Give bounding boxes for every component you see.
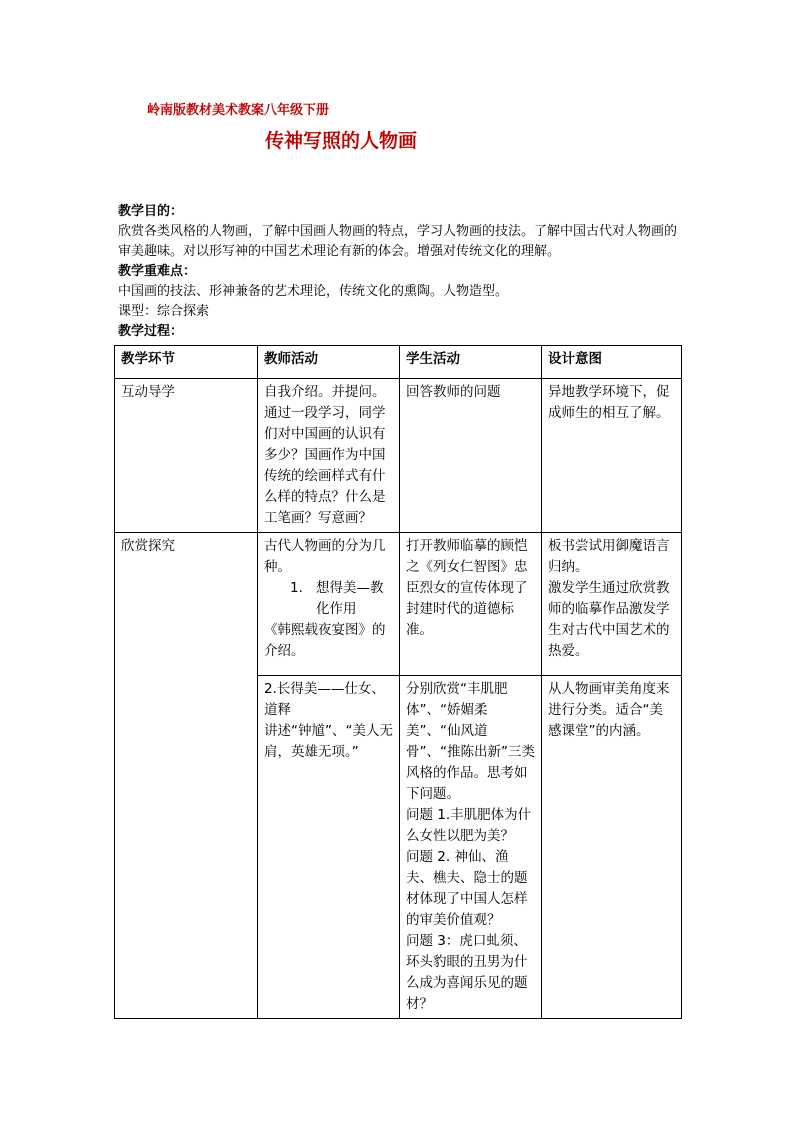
teacher-list-item [264,578,393,620]
stage-cell: 互动导学 [115,379,258,533]
student-activity-cell: 分别欣赏“丰肌肥体”、“娇媚柔美”、“仙风道骨”、“推陈出新”三类风格的作品。思考如下问题。 问题 1.丰肌肥体为什么女性以肥为美？ 问题 2. 神仙、渔夫、樵夫、隐士的题材体现了中国人怎样的审美价值观？ 问题 3：虎口虬须、环头豹眼的丑男为什么成为喜闻乐见的题材？ [400,676,542,1019]
table-header-row [115,346,682,379]
student-activity-cell: 回答教师的问题 [400,379,542,533]
key-points-label: 教学重难点： [118,264,197,279]
header-student: 学生活动 [400,346,542,379]
teacher-activity-cell [258,533,400,676]
table-row [115,379,682,533]
stage-cell: 欣赏探究 [115,533,258,1019]
design-intent-cell: 异地教学环境下，促成师生的相互了解。 [542,379,682,533]
process-label: 教学过程： [118,324,184,339]
header-stage: 教学环节 [115,346,258,379]
key-points-text: 中国画的技法、形神兼备的艺术理论，传统文化的熏陶。人物造型。 [118,284,509,299]
list-text: 想得美—教化作用 [316,580,384,617]
table-row [115,533,682,676]
student-activity-cell: 打开教师临摹的顾恺之《列女仁智图》忠臣烈女的宣传体现了封建时代的道德标准。 [400,533,542,676]
document-title: 传神写照的人物画 [265,130,418,152]
header-intent: 设计意图 [542,346,682,379]
teaching-goal-label: 教学目的： [118,204,184,219]
teacher-activity-cell: 自我介绍。并提问。通过一段学习，同学们对中国画的认识有多少？国画作为中国传统的绘画样式有什么样的特点？什么是工笔画？写意画？ [258,379,400,533]
header-teacher: 教师活动 [258,346,400,379]
lesson-type: 课型：综合探索 [118,304,210,319]
design-intent-cell: 板书尝试用御魔语言归纳。 激发学生通过欣赏教师的临摹作品激发学生对古代中国艺术的热爱。 [542,533,682,676]
teacher-activity-cell: 2.长得美——仕女、道释 讲述“钟馗”、“美人无肩，英雄无项。” [258,676,400,1019]
list-number: 1. [290,580,303,596]
series-header: 岭南版教材美术教案八年级下册 [147,103,330,118]
design-intent-cell: 从人物画审美角度来进行分类。适合“美感课堂”的内涵。 [542,676,682,1019]
teacher-intro: 古代人物画的分为几种。 [264,538,386,575]
teaching-goal-section [118,202,680,342]
teacher-tail: 《韩熙载夜宴图》的介绍。 [264,622,386,659]
teaching-process-table [114,345,682,1019]
teaching-goal-text: 欣赏各类风格的人物画，了解中国画人物画的特点，学习人物画的技法。了解中国古代对人物画的审美趣味。对以形写神的中国艺术理论有新的体会。增强对传统文化的理解。 [118,224,678,259]
